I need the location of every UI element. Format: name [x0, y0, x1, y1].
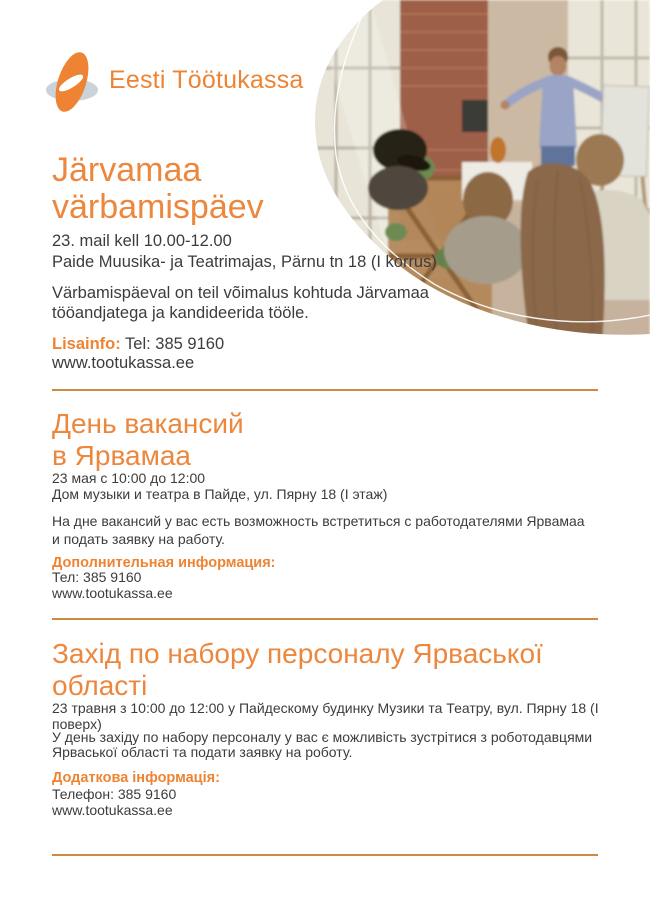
ukrainian-website: www.tootukassa.ee [52, 801, 173, 818]
ukrainian-title [52, 638, 543, 702]
estonian-description: Värbamispäeval on teil võimalus kohtuda Järvamaa tööandjatega ja kandideerida tööle. [52, 284, 429, 322]
ukrainian-contact [52, 787, 176, 818]
russian-title-line1: День вакансий [52, 408, 244, 439]
estonian-info-label: Lisainfo: [52, 335, 121, 353]
estonian-website: www.tootukassa.ee [52, 354, 195, 372]
russian-title-line2: в Ярвамаа [52, 440, 191, 471]
estonian-title-line2: värbamispäev [52, 188, 264, 226]
brand-logo [44, 46, 304, 114]
ukrainian-description: У день західу по набору персоналу у вас є можливість зустрітися з роботодавцями Ярваської області та подати заявку на роботу. [52, 729, 593, 760]
ukrainian-datetime-location: 23 травня з 10:00 до 12:00 у Пайдескому будинку Музики та Театру, вул. Пярну 18 (I поверх) [52, 700, 599, 732]
estonian-location: Paide Muusika- ja Teatrimajas, Pärnu tn 18 (I korrus) [52, 252, 437, 271]
brand-logo-text: Eesti Töötukassa [109, 65, 304, 94]
estonian-meta [52, 231, 437, 272]
estonian-phone: Tel: 385 9160 [125, 335, 225, 353]
russian-phone: Тел: 385 9160 [52, 569, 142, 585]
russian-contact [52, 570, 173, 601]
russian-location: Дом музыки и театра в Пайде, ул. Пярну 18 (I этаж) [52, 485, 388, 502]
section-divider-2 [52, 618, 598, 620]
section-divider-1 [52, 389, 598, 391]
brand-logo-icon [44, 46, 100, 114]
ukrainian-title-line1: Захід по набору персоналу Ярваської [52, 638, 543, 669]
russian-title [52, 408, 244, 472]
section-divider-3 [52, 854, 598, 856]
estonian-title [52, 152, 264, 226]
russian-meta [52, 471, 387, 502]
ukrainian-info-label: Додаткова інформація: [52, 770, 220, 786]
estonian-datetime: 23. mail kell 10.00-12.00 [52, 232, 232, 250]
russian-info-label: Дополнительная информация: [52, 555, 276, 571]
russian-datetime: 23 мая с 10:00 до 12:00 [52, 470, 206, 486]
ukrainian-title-line2: області [52, 670, 148, 701]
ukrainian-phone: Телефон: 385 9160 [52, 786, 177, 802]
russian-description: На дне вакансий у вас есть возможность встретиться с работодателями Ярвамаа и подать заявку на работу. [52, 513, 585, 547]
russian-website: www.tootukassa.ee [52, 584, 173, 601]
estonian-title-line1: Järvamaa [52, 151, 202, 189]
estonian-contact [52, 335, 224, 373]
